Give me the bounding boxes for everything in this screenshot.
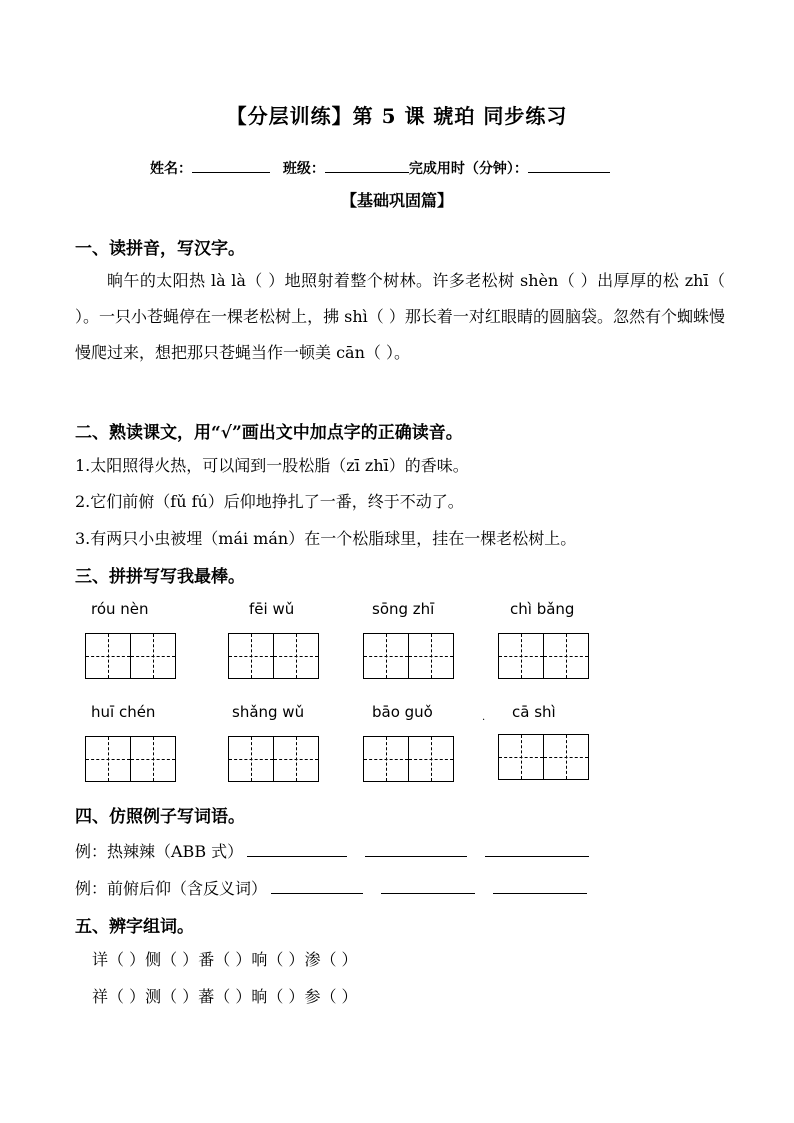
grid-cell[interactable] (130, 736, 176, 782)
example-1-text: 例：热辣辣（ABB 式） (75, 842, 244, 861)
time-label: 完成用时（分钟）： (408, 161, 528, 177)
example-row-2 (75, 876, 587, 899)
grid-cell[interactable] (273, 633, 319, 679)
pinyin-label: fēi wǔ (249, 600, 295, 618)
grid-cell[interactable] (228, 736, 274, 782)
answer-blank[interactable] (365, 842, 467, 857)
char-item[interactable]: 番（ ） (198, 950, 252, 969)
grid-cell[interactable] (85, 736, 131, 782)
section1-paragraph: 晌午的太阳热 là là（ ）地照射着整个树林。许多老松树 shèn（ ）出厚厚的松 zhī（ ）。一只小苍蝇停在一棵老松树上，拂 shì（ ）那长着一对红眼睛的圆脑袋。忽然有个蜘蛛慢慢爬过来，想把那只苍蝇当作一顿美 cān（ ）。 (75, 271, 725, 362)
section2-item-1: 1.太阳照得火热，可以闻到一股松脂（zī zhī）的香味。 (75, 456, 469, 475)
name-label: 姓名： (150, 161, 192, 177)
writing-grid[interactable] (85, 736, 176, 782)
grid-cell[interactable] (498, 734, 544, 780)
grid-cell[interactable] (130, 633, 176, 679)
time-blank[interactable] (528, 160, 610, 173)
char-item[interactable]: 侧（ ） (145, 950, 199, 969)
student-info-line (150, 158, 610, 178)
section2-item-3: 3.有两只小虫被埋（mái mán）在一个松脂球里，挂在一棵老松树上。 (75, 529, 577, 548)
answer-blank[interactable] (493, 879, 587, 894)
grid-cell[interactable] (273, 736, 319, 782)
char-item[interactable]: 测（ ） (145, 987, 199, 1006)
class-blank[interactable] (325, 160, 409, 173)
writing-grid[interactable] (498, 633, 589, 679)
section1-heading: 一、读拼音，写汉字。 (75, 239, 245, 259)
writing-grid[interactable] (228, 736, 319, 782)
grid-cell[interactable] (363, 633, 409, 679)
grid-cell[interactable] (498, 633, 544, 679)
answer-blank[interactable] (247, 842, 347, 857)
grid-cell[interactable] (408, 736, 454, 782)
writing-grid[interactable] (498, 734, 589, 780)
grid-cell[interactable] (408, 633, 454, 679)
char-pair-row-2 (92, 984, 358, 1007)
grid-cell[interactable] (363, 736, 409, 782)
section2-item-2: 2.它们前俯（fǔ fú）后仰地挣扎了一番，终于不动了。 (75, 492, 464, 511)
grid-cell[interactable] (85, 633, 131, 679)
char-item[interactable]: 响（ ） (251, 950, 305, 969)
char-pair-row-1 (92, 947, 358, 970)
grid-cell[interactable] (228, 633, 274, 679)
section2-heading: 二、熟读课文，用“√”画出文中加点字的正确读音。 (75, 423, 463, 443)
writing-grid[interactable] (363, 633, 454, 679)
section5-heading: 五、辨字组词。 (75, 917, 194, 937)
grid-cell[interactable] (543, 734, 589, 780)
char-item[interactable]: 详（ ） (92, 950, 146, 969)
stray-mark: . (482, 712, 486, 723)
section3-heading: 三、拼拼写写我最棒。 (75, 567, 245, 587)
page-title: 【分层训练】第 5 课 琥珀 同步练习 (226, 104, 568, 128)
section4-heading: 四、仿照例子写词语。 (75, 807, 245, 827)
char-item[interactable]: 蕃（ ） (198, 987, 252, 1006)
example-2-text: 例：前俯后仰（含反义词） (75, 879, 268, 898)
answer-blank[interactable] (271, 879, 363, 894)
pinyin-label: cā shì (512, 703, 556, 721)
example-row-1 (75, 839, 589, 862)
pinyin-label: sōng zhī (372, 600, 435, 618)
pinyin-label: róu nèn (91, 600, 149, 618)
section-subtitle: 【基础巩固篇】 (340, 191, 453, 210)
char-item[interactable]: 参（ ） (304, 987, 358, 1006)
writing-grid[interactable] (85, 633, 176, 679)
char-item[interactable]: 祥（ ） (92, 987, 146, 1006)
name-blank[interactable] (192, 160, 270, 173)
char-item[interactable]: 渗（ ） (304, 950, 358, 969)
writing-grid[interactable] (363, 736, 454, 782)
char-item[interactable]: 晌（ ） (251, 987, 305, 1006)
grid-cell[interactable] (543, 633, 589, 679)
writing-grid[interactable] (228, 633, 319, 679)
answer-blank[interactable] (381, 879, 475, 894)
pinyin-label: chì bǎng (510, 600, 575, 618)
pinyin-label: bāo guǒ (372, 703, 433, 721)
pinyin-label: huī chén (91, 703, 156, 721)
pinyin-label: shǎng wǔ (232, 703, 305, 721)
class-label: 班级： (282, 161, 325, 177)
answer-blank[interactable] (485, 842, 589, 857)
